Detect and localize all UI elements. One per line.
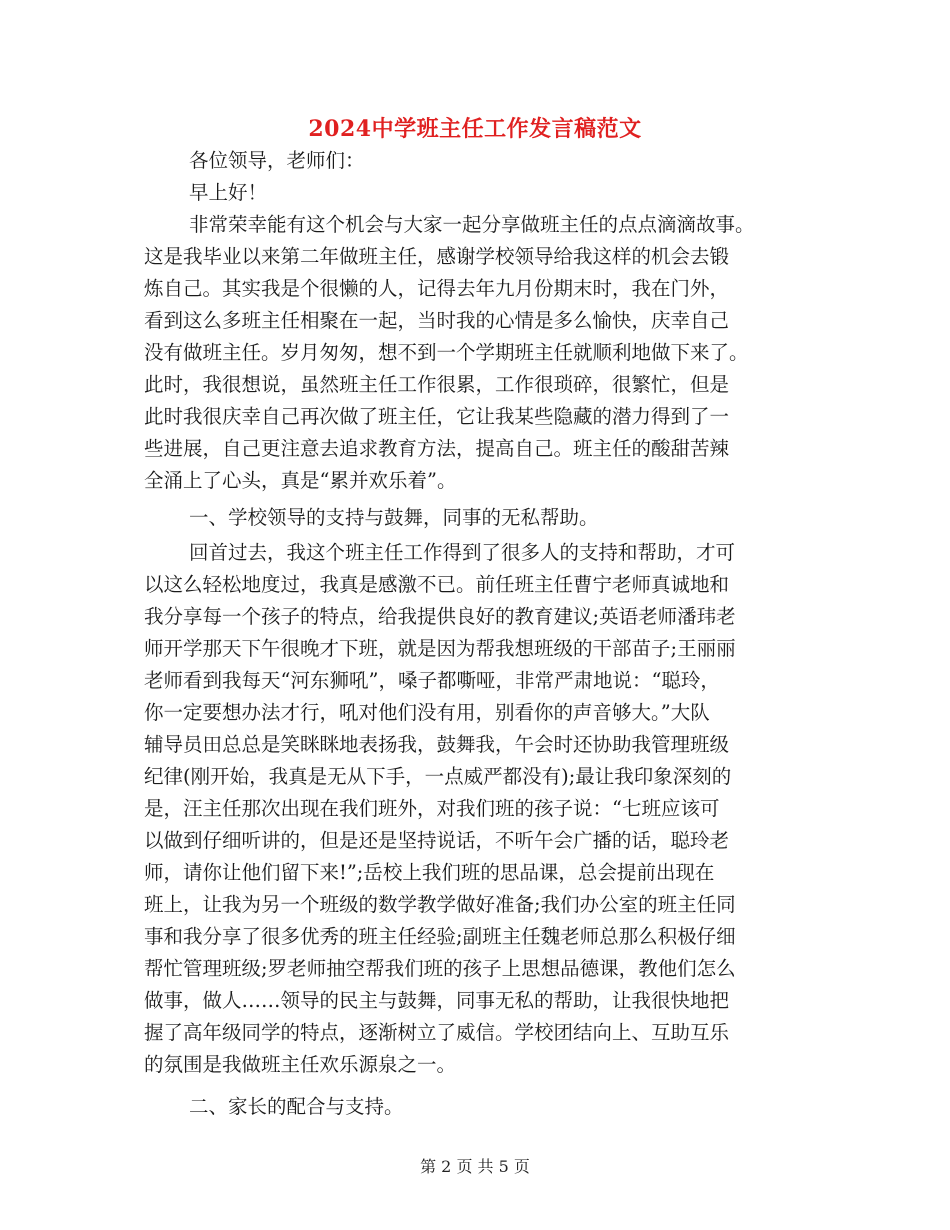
paragraph-line: 非常荣幸能有这个机会与大家一起分享做班主任的点点滴滴故事。 [189, 213, 755, 236]
paragraph-line: 是，汪主任那次出现在我们班外，对我们班的孩子说：“七班应该可 [144, 797, 720, 820]
greeting-line: 早上好！ [189, 181, 268, 204]
paragraph-line: 回首过去，我这个班主任工作得到了很多人的支持和帮助，才可 [189, 541, 736, 564]
paragraph-line: 老师看到我每天“河东狮吼”，嗓子都嘶哑，非常严肃地说：“聪玲， [144, 669, 720, 692]
document-title: 2024中学班主任工作发言稿范文 [308, 116, 642, 142]
paragraph-line: 帮忙管理班级;罗老师抽空帮我们班的孩子上思想品德课，教他们怎么 [144, 957, 736, 980]
paragraph-line: 没有做班主任。岁月匆匆，想不到一个学期班主任就顺利地做下来了。 [144, 341, 749, 364]
paragraph-line: 师开学那天下午很晚才下班，就是因为帮我想班级的干部苗子;王丽丽 [144, 637, 736, 660]
paragraph-line: 看到这么多班主任相聚在一起，当时我的心情是多么愉快，庆幸自己 [144, 309, 730, 332]
paragraph-line: 炼自己。其实我是个很懒的人，记得去年九月份期末时，我在门外， [144, 277, 730, 300]
section-heading: 一、学校领导的支持与鼓舞，同事的无私帮助。 [189, 506, 599, 529]
paragraph-line: 此时，我很想说，虽然班主任工作很累，工作很琐碎，很繁忙，但是 [144, 373, 730, 396]
salutation-line: 各位领导，老师们： [189, 149, 365, 172]
paragraph-line: 些进展，自己更注意去追求教育方法，提高自己。班主任的酸甜苦辣 [144, 437, 730, 460]
paragraph-line: 全涌上了心头，真是“累并欢乐着”。 [144, 469, 457, 492]
paragraph-line: 班上，让我为另一个班级的数学教学做好准备;我们办公室的班主任同 [144, 893, 736, 916]
paragraph-line: 我分享每一个孩子的特点，给我提供良好的教育建议;英语老师潘玮老 [144, 605, 736, 628]
section-heading: 二、家长的配合与支持。 [189, 1095, 404, 1118]
paragraph-line: 事和我分享了很多优秀的班主任经验;副班主任魏老师总那么积极仔细 [144, 925, 736, 948]
paragraph-line: 这是我毕业以来第二年做班主任，感谢学校领导给我这样的机会去锻 [144, 245, 730, 268]
page-number: 第 2 页 共 5 页 [420, 1157, 530, 1176]
paragraph-line: 师，请你让他们留下来!”;岳校上我们班的思品课，总会提前出现在 [144, 861, 715, 884]
paragraph-line: 以做到仔细听讲的，但是还是坚持说话，不听午会广播的话，聪玲老 [144, 829, 730, 852]
paragraph-line: 你一定要想办法才行，吼对他们没有用，别看你的声音够大。”大队 [144, 701, 710, 724]
paragraph-line: 的氛围是我做班主任欢乐源泉之一。 [144, 1053, 457, 1076]
paragraph-line: 以这么轻松地度过，我真是感激不已。前任班主任曹宁老师真诚地和 [144, 573, 730, 596]
paragraph-line: 做事，做人……领导的民主与鼓舞，同事无私的帮助，让我很快地把 [144, 989, 730, 1012]
paragraph-line: 握了高年级同学的特点，逐渐树立了威信。学校团结向上、互助互乐 [144, 1021, 730, 1044]
paragraph-line: 此时我很庆幸自己再次做了班主任，它让我某些隐藏的潜力得到了一 [144, 405, 730, 428]
paragraph-line: 辅导员田总总是笑眯眯地表扬我，鼓舞我，午会时还协助我管理班级 [144, 733, 730, 756]
paragraph-line: 纪律(刚开始，我真是无从下手，一点威严都没有);最让我印象深刻的 [144, 765, 732, 788]
